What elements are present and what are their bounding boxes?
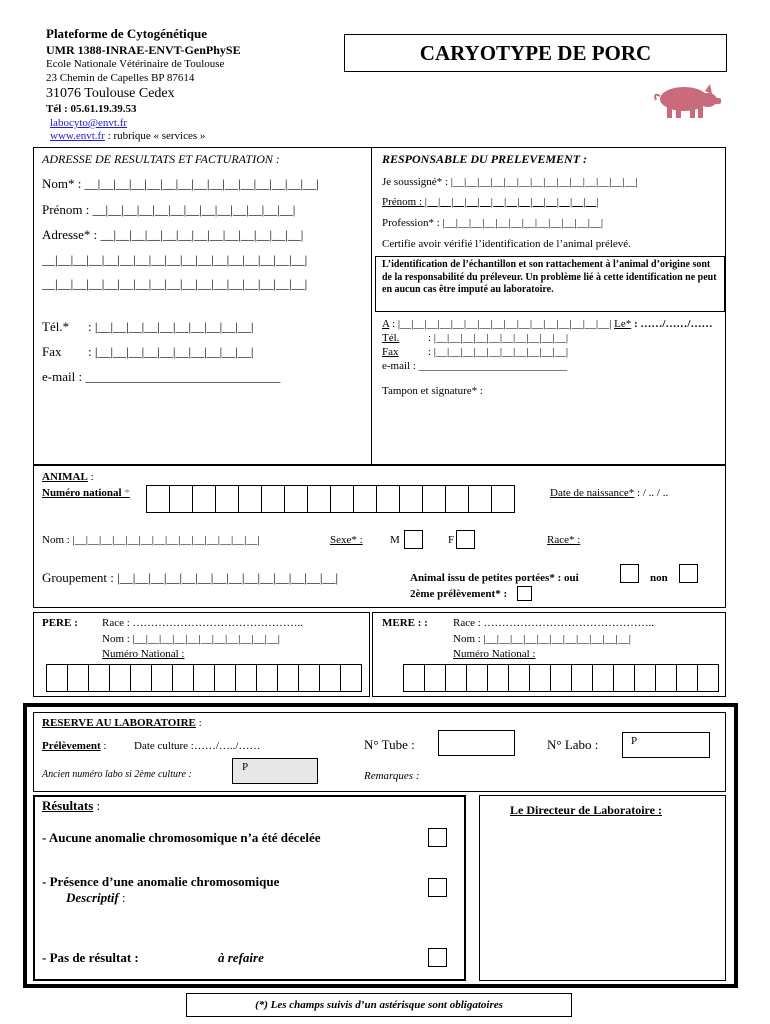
father-numero-label: Numéro National : bbox=[102, 648, 185, 660]
animal-birth-field[interactable]: : / .. / .. bbox=[634, 487, 669, 499]
result-no-result-label: - Pas de résultat : bbox=[42, 950, 139, 965]
animal-heading: ANIMAL bbox=[42, 471, 88, 483]
lab-heading-line bbox=[42, 717, 202, 729]
result-no-anomaly-label: - Aucune anomalie chromosomique n’a été décelée bbox=[42, 830, 321, 845]
billing-fax-label: Fax bbox=[42, 344, 62, 359]
results-heading: Résultats bbox=[42, 798, 94, 813]
lab-number-value: P bbox=[631, 735, 638, 747]
sampler-profession[interactable]: Profession* : |__|__|__|__|__|__|__|__|__|__|__|__| bbox=[382, 217, 604, 229]
result-anomaly-checkbox[interactable] bbox=[428, 878, 447, 897]
sampler-tel[interactable]: : |__|__|__|__|__|__|__|__|__|__| bbox=[428, 332, 569, 344]
sampler-fax[interactable]: : |__|__|__|__|__|__|__|__|__|__| bbox=[428, 346, 569, 358]
billing-fax[interactable]: : |__|__|__|__|__|__|__|__|__|__| bbox=[88, 344, 254, 359]
sampler-prenom[interactable]: Prénom : |__|__|__|__|__|__|__|__|__|__|__|__|__| bbox=[382, 196, 599, 208]
sampler-stamp-signature[interactable]: Tampon et signature* : bbox=[382, 385, 483, 397]
animal-birth-line bbox=[550, 487, 668, 499]
sampler-le-label: Le* bbox=[614, 318, 632, 330]
lab-tube-field[interactable] bbox=[438, 730, 515, 756]
result-descriptif-label: Descriptif bbox=[66, 890, 119, 905]
sampler-heading: RESPONSABLE DU PRELEVEMENT : bbox=[382, 152, 588, 166]
lab-phone: Tél : 05.61.19.39.53 bbox=[46, 103, 137, 115]
sampler-a-line bbox=[382, 318, 712, 330]
lab-ancien-field[interactable] bbox=[232, 758, 318, 784]
result-no-result-checkbox[interactable] bbox=[428, 948, 447, 967]
address-divider bbox=[371, 147, 372, 465]
identification-notice: L’identification de l’échantillon et son rattachement à l’animal d’origine sont de la responsabilité du préleveur. Un problème lié à cette identification ne peut en aucun cas être imputé au laboratoire. bbox=[382, 259, 717, 295]
footer-note-box bbox=[186, 993, 572, 1017]
billing-address-line1[interactable]: __|__|__|__|__|__|__|__|__|__|__|__|__|__|__|__|__| bbox=[42, 252, 308, 267]
sampler-fax-label: Fax bbox=[382, 346, 399, 358]
city-address: 31076 Toulouse Cedex bbox=[46, 86, 175, 101]
small-litter-no-checkbox[interactable] bbox=[679, 564, 698, 583]
animal-heading-line bbox=[42, 471, 94, 483]
website-line bbox=[50, 130, 205, 142]
sex-m-label: M bbox=[390, 534, 400, 546]
school-name: Ecole Nationale Vétérinaire de Toulouse bbox=[46, 58, 225, 70]
results-heading-line bbox=[42, 798, 100, 814]
identification-notice-box bbox=[375, 256, 725, 312]
father-heading: PERE : bbox=[42, 617, 78, 629]
website-suffix: : rubrique « services » bbox=[104, 130, 206, 142]
lab-date-culture[interactable]: Date culture :……/…../…… bbox=[134, 740, 261, 752]
result-no-anomaly-checkbox[interactable] bbox=[428, 828, 447, 847]
lab-number-field[interactable] bbox=[622, 732, 710, 758]
father-race[interactable]: Race : ……………………………………….. bbox=[102, 617, 304, 629]
director-label: Le Directeur de Laboratoire : bbox=[510, 803, 662, 817]
mother-heading: MERE : : bbox=[382, 617, 428, 629]
website-link[interactable]: www.envt.fr bbox=[50, 130, 105, 142]
lab-ancien-value: P bbox=[242, 761, 249, 773]
animal-national-number-grid[interactable] bbox=[146, 485, 515, 513]
billing-nom[interactable]: Nom* : __|__|__|__|__|__|__|__|__|__|__|__|__|__|__| bbox=[42, 176, 319, 191]
sex-f-checkbox[interactable] bbox=[456, 530, 475, 549]
sampler-le-field[interactable]: : ……/……/…… bbox=[631, 318, 713, 330]
small-litter-label: Animal issu de petites portées* : oui bbox=[410, 572, 579, 584]
animal-heading-suffix: : bbox=[87, 471, 94, 483]
animal-race-label[interactable]: Race* : bbox=[547, 534, 581, 546]
lab-tube-label: N° Tube : bbox=[364, 737, 415, 752]
small-litter-yes-checkbox[interactable] bbox=[620, 564, 639, 583]
animal-birth-label: Date de naissance* bbox=[550, 487, 635, 499]
result-descriptif-line bbox=[66, 890, 126, 906]
billing-heading: ADRESSE DE RESULTATS ET FACTURATION : bbox=[42, 152, 280, 166]
sampler-tel-label: Tél. bbox=[382, 332, 400, 344]
mother-national-number-grid[interactable] bbox=[403, 664, 719, 692]
billing-tel-label: Tél.* bbox=[42, 319, 70, 334]
billing-adresse[interactable]: Adresse* : __|__|__|__|__|__|__|__|__|__|__|__|__| bbox=[42, 227, 304, 242]
platform-name: Plateforme de Cytogénétique bbox=[46, 26, 208, 41]
small-litter-no-label: non bbox=[650, 572, 668, 584]
lab-prelevement-colon: : bbox=[100, 740, 107, 752]
sampler-soussigne[interactable]: Je soussigné* : |__|__|__|__|__|__|__|__|__|__|__|__|__|__| bbox=[382, 176, 638, 188]
pig-icon bbox=[650, 80, 722, 120]
footer-note: (*) Les champs suivis d’un astérisque sont obligatoires bbox=[255, 999, 503, 1011]
sex-f-label: F bbox=[448, 534, 455, 546]
street-address: 23 Chemin de Capelles BP 87614 bbox=[46, 72, 195, 84]
form-title-box bbox=[344, 34, 727, 72]
animal-nom[interactable]: Nom : |__|__|__|__|__|__|__|__|__|__|__|__|__|__| bbox=[42, 534, 260, 546]
result-anomaly-label: - Présence d’une anomalie chromosomique bbox=[42, 874, 280, 889]
result-descriptif-suffix: : bbox=[118, 890, 126, 905]
sex-m-checkbox[interactable] bbox=[404, 530, 423, 549]
lab-heading-suffix: : bbox=[195, 717, 202, 729]
form-title: CARYOTYPE DE PORC bbox=[419, 40, 652, 65]
father-nom[interactable]: Nom : |__|__|__|__|__|__|__|__|__|__|__| bbox=[102, 633, 280, 645]
umr-name: UMR 1388-INRAE-ENVT-GenPhySE bbox=[46, 43, 241, 57]
lab-heading: RESERVE AU LABORATOIRE bbox=[42, 717, 196, 729]
second-sample-label: 2ème prélèvement* : bbox=[410, 588, 508, 600]
lab-number-label: N° Labo : bbox=[547, 737, 599, 752]
animal-numero-star: * bbox=[121, 487, 130, 499]
result-refaire-label: à refaire bbox=[218, 950, 264, 965]
mother-numero-label: Numéro National : bbox=[453, 648, 536, 660]
father-national-number-grid[interactable] bbox=[46, 664, 362, 692]
animal-groupement[interactable]: Groupement : |__|__|__|__|__|__|__|__|__|__|__|__|__|__| bbox=[42, 570, 339, 585]
billing-prenom[interactable]: Prénom : __|__|__|__|__|__|__|__|__|__|__|__|__| bbox=[42, 202, 296, 217]
mother-race[interactable]: Race : ……………………………………….. bbox=[453, 617, 655, 629]
sampler-a-label: A bbox=[382, 318, 390, 330]
sampler-email[interactable]: e-mail : ___________________________ bbox=[382, 360, 568, 372]
mother-nom[interactable]: Nom : |__|__|__|__|__|__|__|__|__|__|__| bbox=[453, 633, 631, 645]
results-heading-suffix: : bbox=[93, 798, 101, 813]
animal-numero-label: Numéro national bbox=[42, 487, 122, 499]
lab-prelevement-line bbox=[42, 740, 106, 752]
lab-prelevement-label: Prélèvement bbox=[42, 740, 101, 752]
animal-numero-label-line bbox=[42, 487, 130, 499]
sampler-certifie: Certifie avoir vérifié l’identification de l’animal prélevé. bbox=[382, 238, 631, 250]
director-box bbox=[479, 795, 726, 981]
lab-remarques[interactable]: Remarques : bbox=[364, 770, 420, 782]
lab-ancien-label: Ancien numéro labo si 2ème culture : bbox=[42, 769, 192, 780]
animal-sexe-label: Sexe* : bbox=[330, 534, 363, 546]
billing-tel[interactable]: : |__|__|__|__|__|__|__|__|__|__| bbox=[88, 319, 254, 334]
billing-address-line2[interactable]: __|__|__|__|__|__|__|__|__|__|__|__|__|__|__|__|__| bbox=[42, 276, 308, 291]
billing-email[interactable]: e-mail : ______________________________ bbox=[42, 369, 281, 384]
sampler-a-field[interactable]: : |__|__|__|__|__|__|__|__|__|__|__|__|__|__|__|__| bbox=[389, 318, 612, 330]
lab-email-link[interactable]: labocyto@envt.fr bbox=[50, 117, 128, 129]
second-sample-checkbox[interactable] bbox=[517, 586, 532, 601]
